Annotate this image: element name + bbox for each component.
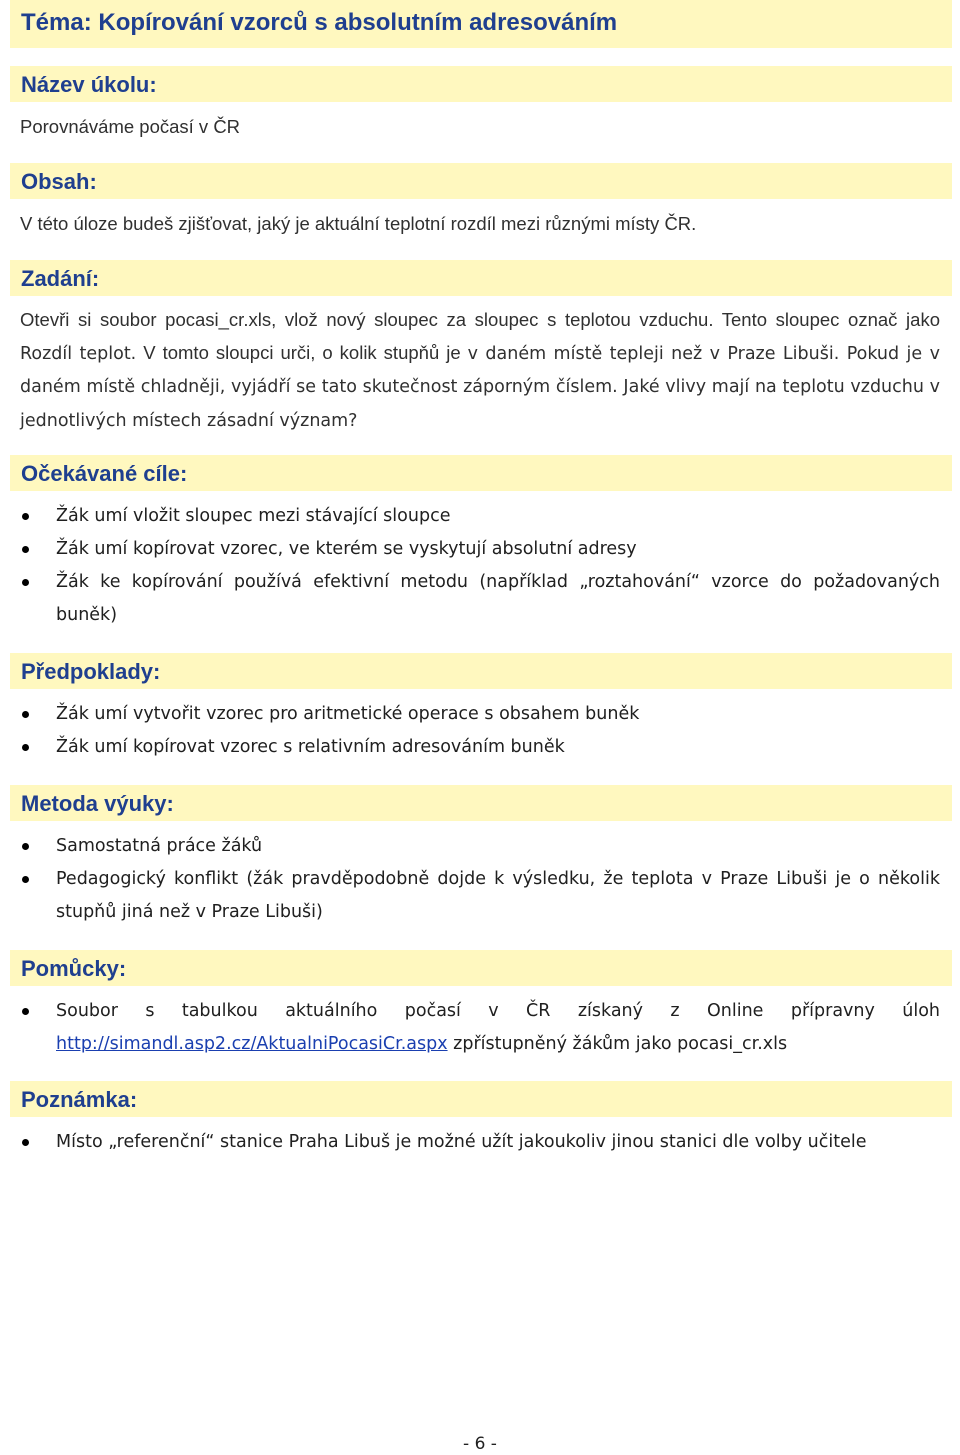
page-title: Téma: Kopírování vzorců s absolutním adresováním <box>21 9 618 36</box>
section-bar-poznamka <box>10 1081 952 1117</box>
note-list <box>20 1126 940 1159</box>
assignment-text-4: v daném místě tepleji než v Praze Libuši. Pokud je v daném místě chladněji, vyjádří se tato skutečnost záporným číslem. Jaké vlivy mají na teplotu vzduchu v jednotlivých místech zásadní význam? <box>20 343 940 431</box>
tools-list <box>20 995 940 1061</box>
assignment-text-3: V tomto sloupci urči, o kolik stupňů je <box>143 341 461 363</box>
bullet-icon <box>22 1008 29 1015</box>
list-item: Pedagogický konflikt (žák pravděpodobně dojde k výsledku, že teplota v Praze Libuši je o několik stupňů jiná než v Praze Libuši) <box>20 863 940 929</box>
list-item: Žák umí vložit sloupec mezi stávající sloupce <box>20 500 940 533</box>
assignment-text-2: Rozdíl teplot. <box>20 343 137 364</box>
list-item: Žák ke kopírování používá efektivní metodu (například „roztahování“ vzorce do požadovaných buněk) <box>20 566 940 632</box>
heading-poznamka: Poznámka: <box>21 1087 138 1112</box>
bullet-icon <box>22 546 29 553</box>
goals-list <box>20 500 940 632</box>
heading-zadani: Zadání: <box>21 266 100 291</box>
assignment-paragraph <box>20 304 940 437</box>
heading-nazev: Název úkolu: <box>21 72 157 97</box>
section-bar-zadani <box>10 260 952 296</box>
list-item: Žák umí vytvořit vzorec pro aritmetické operace s obsahem buněk <box>20 698 940 731</box>
section-bar-obsah <box>10 163 952 199</box>
heading-cile: Očekávané cíle: <box>21 461 188 486</box>
heading-predpoklady: Předpoklady: <box>21 659 161 684</box>
heading-obsah: Obsah: <box>21 169 97 194</box>
tools-text: Soubor s tabulkou aktuálního počasí v ČR získaný z Online přípravny úloh <box>56 1001 940 1021</box>
list-item: Žák umí kopírovat vzorec s relativním adresováním buněk <box>20 731 940 764</box>
heading-pomucky: Pomůcky: <box>21 956 127 981</box>
method-list <box>20 830 940 929</box>
list-item: Samostatná práce žáků <box>20 830 940 863</box>
source-link[interactable]: http://simandl.asp2.cz/AktualniPocasiCr.aspx <box>56 1034 448 1054</box>
task-name-text: Porovnáváme počasí v ČR <box>20 116 241 137</box>
list-item: Žák umí kopírovat vzorec, ve kterém se vyskytují absolutní adresy <box>20 533 940 566</box>
list-item <box>20 995 940 1061</box>
list-item: Místo „referenční“ stanice Praha Libuš je možné užít jakoukoliv jinou stanici dle volby učitele <box>20 1126 940 1159</box>
bullet-icon <box>22 744 29 751</box>
page-number: - 6 - <box>463 1434 497 1454</box>
bullet-icon <box>22 1139 29 1146</box>
bullet-icon <box>22 843 29 850</box>
bullet-icon <box>22 579 29 586</box>
heading-metoda: Metoda výuky: <box>21 791 174 816</box>
tools-text-after-link: zpřístupněný žákům jako pocasi_cr.xls <box>453 1034 788 1054</box>
bullet-icon <box>22 513 29 520</box>
section-bar-pomucky <box>10 950 952 986</box>
prerequisites-list <box>20 698 940 764</box>
bullet-icon <box>22 876 29 883</box>
assignment-text-1: Otevři si soubor pocasi_cr.xls, vlož nový sloupec za sloupec s teplotou vzduchu. Tento sloupec označ jako <box>20 309 940 330</box>
bullet-icon <box>22 711 29 718</box>
content-text: V této úloze budeš zjišťovat, jaký je aktuální teplotní rozdíl mezi různými místy ČR. <box>20 213 697 234</box>
